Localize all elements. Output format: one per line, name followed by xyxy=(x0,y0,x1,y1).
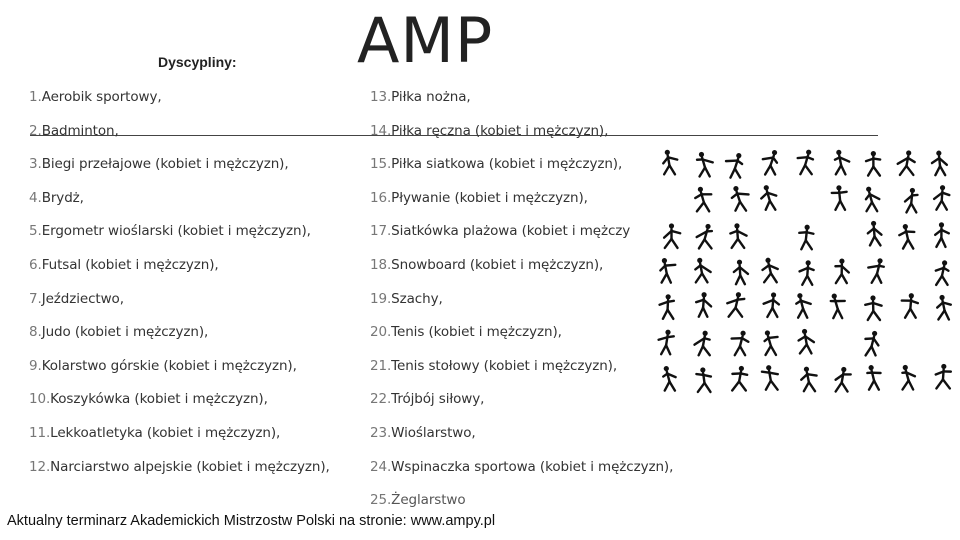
list-item: 25.Żeglarstwo xyxy=(370,492,466,509)
athlete-pictogram-icon xyxy=(936,260,949,285)
athlete-pictogram-icon xyxy=(663,150,677,175)
athlete-pictogram-icon xyxy=(697,224,712,249)
list-item: 23.Wioślarstwo, xyxy=(370,424,476,441)
athlete-pictogram-icon xyxy=(898,150,915,175)
athlete-pictogram-icon xyxy=(696,367,711,392)
list-item: 16.Pływanie (kobiet i mężczyzn), xyxy=(370,189,588,206)
athlete-pictogram-icon xyxy=(664,223,680,248)
athlete-pictogram-icon xyxy=(866,151,880,176)
athlete-pictogram-icon xyxy=(761,185,776,210)
athlete-pictogram-icon xyxy=(732,186,749,211)
list-item: 17.Siatkówka plażowa (kobiet i mężczy xyxy=(370,223,631,240)
list-item: 9.Kolarstwo górskie (kobiet i mężczyzn), xyxy=(29,357,297,374)
athlete-pictogram-icon xyxy=(799,329,814,354)
athlete-pictogram-icon xyxy=(902,293,918,318)
list-item: 22.Trójbój siłowy, xyxy=(370,391,485,408)
athlete-pictogram-icon xyxy=(867,365,880,390)
athlete-pictogram-icon xyxy=(937,295,951,320)
athlete-pictogram-icon xyxy=(695,258,710,283)
athlete-pictogram-icon xyxy=(660,258,675,283)
athlete-pictogram-icon xyxy=(696,292,711,317)
athlete-pictogram-icon xyxy=(762,365,778,390)
athlete-pictogram-icon xyxy=(697,152,713,177)
list-item: 8.Judo (kobiet i mężczyzn), xyxy=(29,324,209,341)
athlete-pictogram-icon xyxy=(836,367,851,392)
athlete-pictogram-icon xyxy=(868,221,882,246)
athlete-pictogram-icon xyxy=(660,294,674,319)
athlete-pictogram-icon xyxy=(832,185,847,210)
list-item: 2.Badminton, xyxy=(29,122,119,139)
list-item: 11.Lekkoatletyka (kobiet i mężczyzn), xyxy=(29,424,281,441)
athlete-pictogram-icon xyxy=(831,294,845,319)
sports-pictograms-icon xyxy=(652,146,960,396)
athlete-pictogram-icon xyxy=(868,258,883,283)
athlete-pictogram-icon xyxy=(835,259,848,284)
athlete-pictogram-icon xyxy=(798,150,813,175)
athlete-pictogram-icon xyxy=(936,364,951,389)
athlete-pictogram-icon xyxy=(902,365,914,390)
list-item: 12.Narciarstwo alpejskie (kobiet i mężczyzn), xyxy=(29,458,330,475)
athlete-pictogram-icon xyxy=(763,258,778,283)
athlete-pictogram-icon xyxy=(763,150,777,175)
sports-pictograms-graphic xyxy=(652,146,960,396)
list-item: 14.Piłka ręczna (kobiet i mężczyzn), xyxy=(370,122,609,139)
athlete-pictogram-icon xyxy=(835,150,849,175)
athlete-pictogram-icon xyxy=(905,188,917,213)
footer-note: Aktualny terminarz Akademickich Mistrzostw Polski na stronie: www.ampy.pl xyxy=(7,513,496,529)
list-item: 21.Tenis stołowy (kobiet i mężczyzn), xyxy=(370,357,618,374)
list-item: 7.Jeździectwo, xyxy=(29,290,124,307)
list-item: 19.Szachy, xyxy=(370,290,443,307)
list-item: 20.Tenis (kobiet i mężczyzn), xyxy=(370,324,562,341)
athlete-pictogram-icon xyxy=(663,366,675,391)
list-item: 3.Biegi przełajowe (kobiet i mężczyzn), xyxy=(29,156,289,173)
disciplines-heading: Dyscypliny: xyxy=(158,54,237,70)
list-item: 4.Brydż, xyxy=(29,189,84,206)
athlete-pictogram-icon xyxy=(659,330,674,355)
athlete-pictogram-icon xyxy=(800,260,814,285)
athlete-pictogram-icon xyxy=(734,260,748,285)
athlete-pictogram-icon xyxy=(932,151,947,176)
athlete-pictogram-icon xyxy=(765,330,778,355)
athlete-pictogram-icon xyxy=(764,292,779,317)
athlete-pictogram-icon xyxy=(934,185,949,210)
disciplines-list-left xyxy=(29,84,359,487)
list-item: 10.Koszykówka (kobiet i mężczyzn), xyxy=(29,391,268,408)
athlete-pictogram-icon xyxy=(801,367,816,392)
list-item: 1.Aerobik sportowy, xyxy=(29,89,162,105)
athlete-pictogram-icon xyxy=(727,292,744,317)
list-item: 15.Piłka siatkowa (kobiet i mężczyzn), xyxy=(370,156,623,173)
amp-logo: AMP xyxy=(357,4,494,77)
athlete-pictogram-icon xyxy=(799,225,813,250)
athlete-pictogram-icon xyxy=(865,295,881,320)
athlete-pictogram-icon xyxy=(866,187,879,212)
list-item: 5.Ergometr wioślarski (kobiet i mężczyzn), xyxy=(29,223,311,240)
athlete-pictogram-icon xyxy=(935,222,949,247)
athlete-pictogram-icon xyxy=(695,331,710,356)
athlete-pictogram-icon xyxy=(730,223,746,248)
list-item: 18.Snowboard (kobiet i mężczyzn), xyxy=(370,256,604,273)
athlete-pictogram-icon xyxy=(796,293,810,318)
athlete-pictogram-icon xyxy=(899,224,914,249)
list-item: 13.Piłka nożna, xyxy=(370,89,471,105)
athlete-pictogram-icon xyxy=(726,153,742,178)
athlete-pictogram-icon xyxy=(732,331,749,356)
athlete-pictogram-icon xyxy=(865,331,878,356)
list-item: 24.Wspinaczka sportowa (kobiet i mężczyzn), xyxy=(370,458,674,475)
list-item: 6.Futsal (kobiet i mężczyzn), xyxy=(29,256,219,273)
athlete-pictogram-icon xyxy=(695,187,711,212)
athlete-pictogram-icon xyxy=(732,366,747,391)
